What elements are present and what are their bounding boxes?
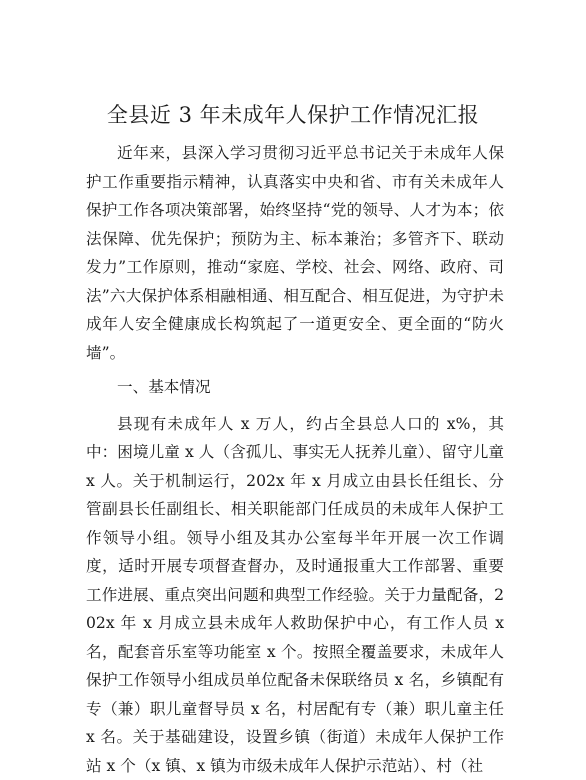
- section-heading-basic-situation: 一、基本情况: [86, 367, 504, 410]
- document-title: 全县近 3 年未成年人保护工作情况汇报: [0, 100, 586, 130]
- document-body: [86, 139, 504, 780]
- intro-paragraph: 近年来，县深入学习贯彻习近平总书记关于未成年人保护工作重要指示精神，认真落实中央和省、市有关未成年人保护工作各项决策部署，始终坚持“党的领导、人才为本；依法保障、优先保护；预防为主、标本兼治；多管齐下、联动发力”工作原则，推动“家庭、学校、社会、网络、政府、司法”六大保护体系相融相通、相互配合、相互促进，为守护未成年人安全健康成长构筑起了一道更安全、更全面的“防火墙”。: [86, 139, 504, 367]
- basic-situation-paragraph: 县现有未成年人 x 万人，约占全县总人口的 x%，其中：困境儿童 x 人（含孤儿、事实无人抚养儿童）、留守儿童 x 人。关于机制运行，202x 年 x 月成立由县长任组长、分管副县长任副组长、相关职能部门任成员的未成年人保护工作领导小组。领导小组及其办公室每半年开展一次工作调度，适时开展专项督查督办，及时通报重大工作部署、重要工作进展、重点突出问题和典型工作经验。关于力量配备，202x 年 x 月成立县未成年人救助保护中心，有工作人员 x 名，配套音乐室等功能室 x 个。按照全覆盖要求，未成年人保护工作领导小组成员单位配备未保联络员 x 名，乡镇配有专（兼）职儿童督导员 x 名，村居配有专（兼）职儿童主任 x 名。关于基础建设，设置乡镇（街道）未成年人保护工作站 x 个（x 镇、x 镇为市级未成年人保护示范站）、村（社: [86, 410, 504, 780]
